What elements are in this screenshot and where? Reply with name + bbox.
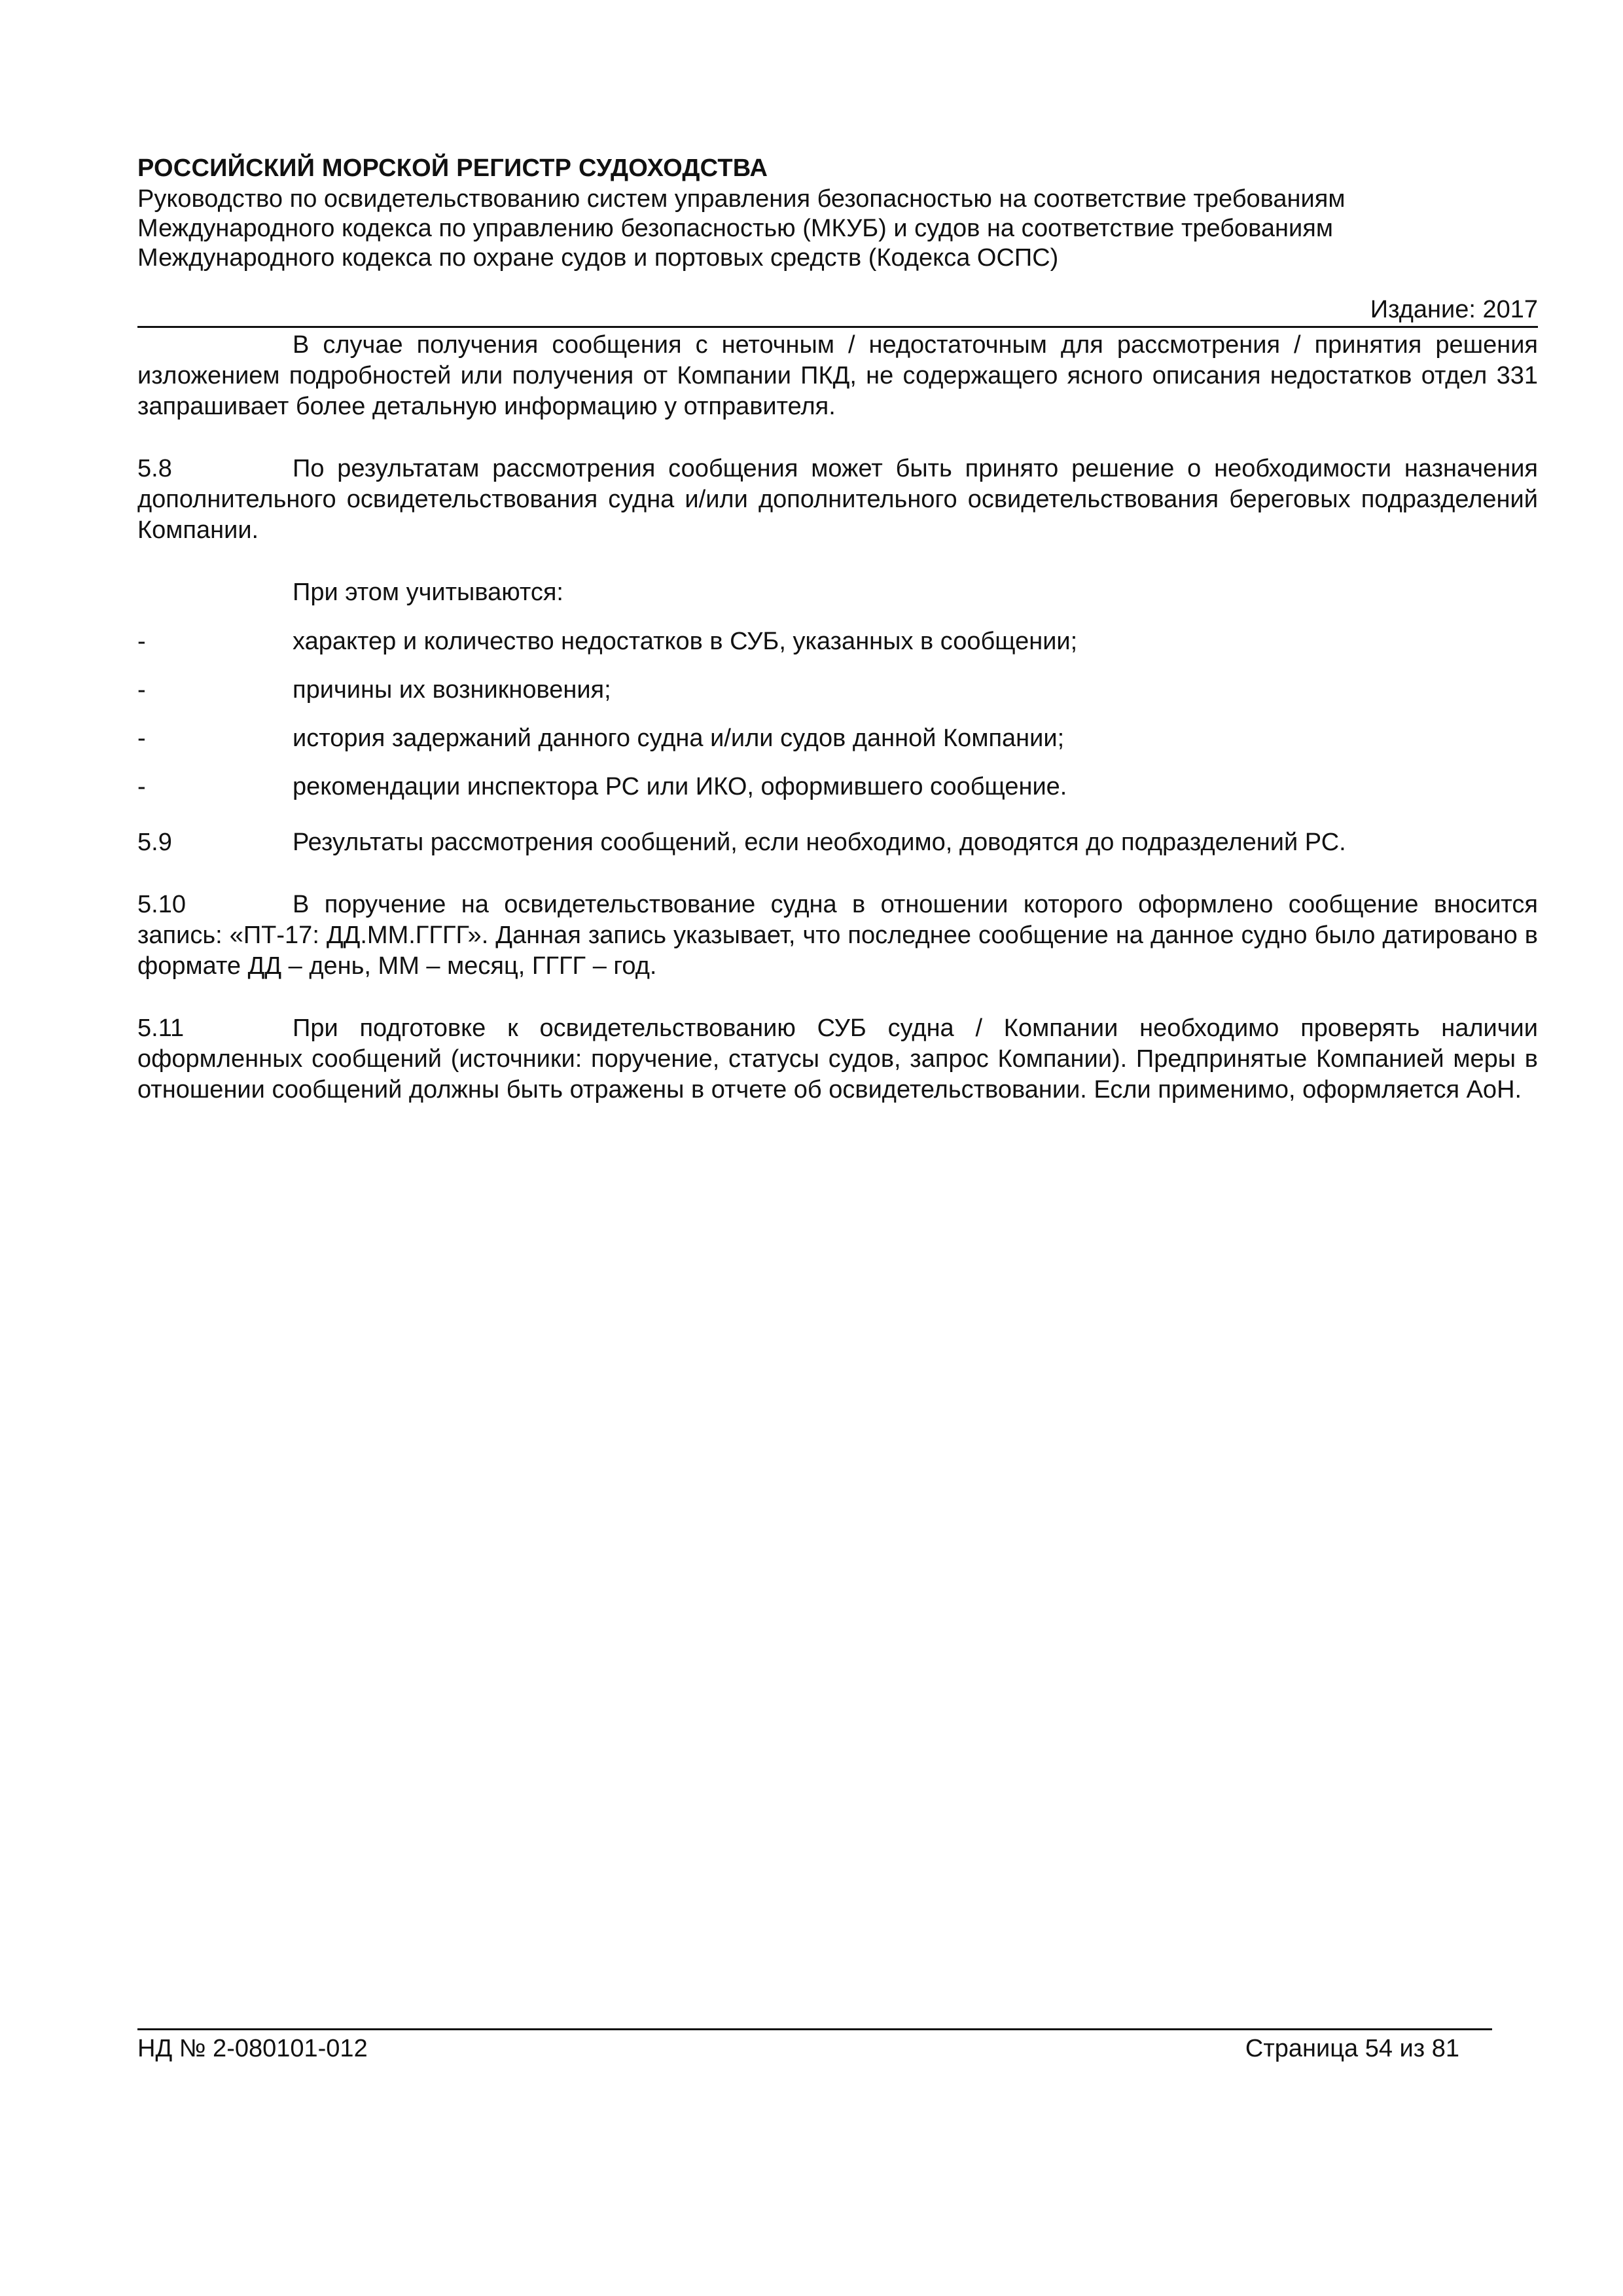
list-item-text: характер и количество недостатков в СУБ, указанных в сообщении; <box>293 628 1078 655</box>
document-title-line: Международного кодекса по охране судов и портовых средств (Кодекса ОСПС) <box>137 244 1059 272</box>
list-item <box>137 626 1538 657</box>
organization-name: РОССИЙСКИЙ МОРСКОЙ РЕГИСТР СУДОХОДСТВА <box>137 154 768 182</box>
section-text: По результатам рассмотрения сообщения может быть принято решение о необходимости назначения дополнительного освидетельствования судна и/или дополнительного освидетельствования береговых подразделений Компании. <box>137 455 1538 544</box>
list-item-text: рекомендации инспектора РС или ИКО, оформившего сообщение. <box>293 773 1067 800</box>
section-5-8 <box>137 454 1538 546</box>
list-item <box>137 675 1538 706</box>
list-marker: - <box>137 773 146 800</box>
document-title-line: Руководство по освидетельствованию систем управления безопасностью на соответствие требованиям <box>137 185 1346 213</box>
list-item <box>137 772 1538 802</box>
section-5-10 <box>137 889 1538 982</box>
list-item-text: причины их возникновения; <box>293 676 611 704</box>
document-number: НД № 2-080101-012 <box>137 2035 368 2062</box>
document-title-line: Международного кодекса по управлению безопасностью (МКУБ) и судов на соответствие требованиям <box>137 215 1333 242</box>
section-number: 5.8 <box>137 455 172 482</box>
list-marker: - <box>137 725 146 752</box>
list-marker: - <box>137 676 146 704</box>
section-5-11 <box>137 1013 1538 1105</box>
list-marker: - <box>137 628 146 655</box>
document-body <box>137 330 1538 1137</box>
section-number: 5.11 <box>137 1014 185 1042</box>
list-item-text: история задержаний данного судна и/или судов данной Компании; <box>293 725 1065 752</box>
section-text: Результаты рассмотрения сообщений, если необходимо, доводятся до подразделений РС. <box>293 829 1346 856</box>
document-header <box>137 152 1538 273</box>
considered-intro: При этом учитываются: <box>293 579 563 606</box>
intro-paragraph: В случае получения сообщения с неточным / недостаточным для рассмотрения / принятия решения изложением подробностей или получения от Компании ПКД, не содержащего ясного описания недостатков отдел 331 запрашивает более детальную информацию у отправителя. <box>137 331 1538 420</box>
page-number: Страница 54 из 81 <box>1245 2035 1459 2062</box>
edition-label: Издание: 2017 <box>137 293 1538 328</box>
page-footer <box>137 2028 1492 2062</box>
document-title <box>137 185 1538 273</box>
section-number: 5.10 <box>137 891 186 918</box>
section-number: 5.9 <box>137 829 172 856</box>
section-5-9 <box>137 827 1538 858</box>
section-text: В поручение на освидетельствование судна в отношении которого оформлено сообщение вносится запись: «ПТ-17: ДД.ММ.ГГГГ». Данная запись указывает, что последнее сообщение на данное судно было датировано в формате ДД – день, ММ – месяц, ГГГГ – год. <box>137 891 1538 980</box>
section-text: При подготовке к освидетельствованию СУБ судна / Компании необходимо проверять наличии оформленных сообщений (источники: поручение, статусы судов, запрос Компании). Предпринятые Компанией меры в отношении сообщений должны быть отражены в отчете об освидетельствовании. Если применимо, оформляется АоН. <box>137 1014 1538 1103</box>
list-item <box>137 723 1538 754</box>
